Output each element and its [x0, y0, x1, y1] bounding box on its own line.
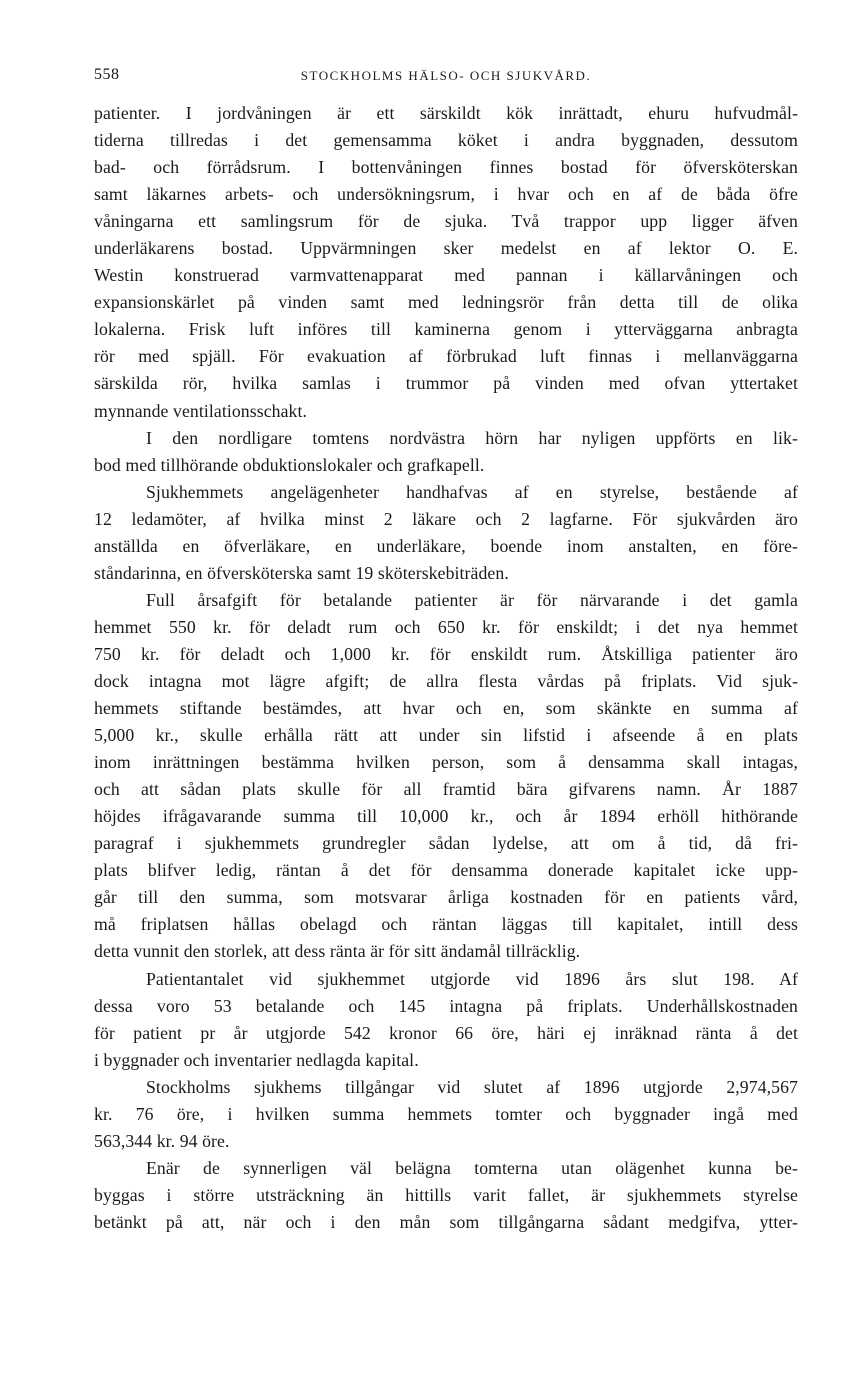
text-line: höjdes ifrågavarande summa till 10,000 kr., och år 1894 erhöll hithörande [94, 806, 798, 827]
text-line: och att sådan plats skulle för all framtid bära gifvarens namn. År 1887 [94, 779, 798, 800]
text-line: dock intagna mot lägre afgift; de allra flesta vårdas på friplats. Vid sjuk- [94, 670, 798, 691]
text-line: rör med spjäll. För evakuation af förbrukad luft finnas i mellanväggarna [94, 346, 798, 367]
text-line: 563,344 kr. 94 öre. [94, 1130, 230, 1151]
text-line: kr. 76 öre, i hvilken summa hemmets tomter och byggnader ingå med [94, 1103, 798, 1124]
text-line: detta vunnit den storlek, att dess ränta är för sitt ändamål tillräcklig. [94, 941, 581, 962]
page-number: 558 [94, 66, 120, 83]
text-line: Enär de synnerligen väl belägna tomterna utan olägenhet kunna be- [146, 1157, 798, 1178]
text-line: Westin konstruerad varmvattenapparat med pannan i källarvåningen och [94, 265, 798, 286]
text-line: expansionskärlet på vinden samt med ledningsrör från detta till de olika [94, 292, 798, 313]
text-line: hemmet 550 kr. för deladt rum och 650 kr. för enskildt; i det nya hemmet [94, 616, 798, 637]
text-line: samt läkarnes arbets- och undersökningsrum, i hvar och en af de båda öfre [94, 184, 798, 205]
paragraph [94, 425, 798, 479]
text-line: bod med tillhörande obduktionslokaler och grafkapell. [94, 454, 485, 475]
paragraph [94, 100, 798, 425]
text-line: i byggnader och inventarier nedlagda kapital. [94, 1049, 419, 1070]
text-line: för patient pr år utgjorde 542 kronor 66 öre, häri ej inräknad ränta å det [94, 1022, 798, 1043]
text-line: särskilda rör, hvilka samlas i trummor på vinden med ofvan yttertaket [94, 373, 798, 394]
text-line: betänkt på att, när och i den mån som tillgångarna sådant medgifva, ytter- [94, 1211, 798, 1232]
text-line: lokalerna. Frisk luft införes till kaminerna genom i ytterväggarna anbragta [94, 319, 798, 340]
page-header [94, 66, 798, 86]
paragraph [94, 587, 798, 966]
text-line: Patientantalet vid sjukhemmet utgjorde vid 1896 års slut 198. Af [146, 968, 798, 989]
text-line: I den nordligare tomtens nordvästra hörn har nyligen uppförts en lik- [146, 427, 798, 448]
text-line: byggas i större utsträckning än hittills varit fallet, är sjukhemmets styrelse [94, 1184, 798, 1205]
paragraph [94, 1074, 798, 1155]
text-line: dessa voro 53 betalande och 145 intagna på friplats. Underhållskostnaden [94, 995, 798, 1016]
text-line: bad- och förrådsrum. I bottenvåningen finnes bostad för öfversköterskan [94, 157, 798, 178]
paragraph [94, 1155, 798, 1236]
text-line: paragraf i sjukhemmets grundregler sådan lydelse, att om å tid, då fri- [94, 833, 798, 854]
text-line: 750 kr. för deladt och 1,000 kr. för enskildt rum. Åtskilliga patienter äro [94, 643, 798, 664]
text-line: patienter. I jordvåningen är ett särskildt kök inrättadt, ehuru hufvudmål- [94, 103, 798, 123]
text-line: våningarna ett samlingsrum för de sjuka. Två trappor upp ligger äfven [94, 211, 798, 232]
text-line: inom inrättningen bestämma hvilken person, som å densamma skall intagas, [94, 752, 798, 773]
text-line: tiderna tillredas i det gemensamma köket i andra byggnaden, dessutom [94, 130, 798, 151]
text-line: går till den summa, som motsvarar årliga kostnaden för en patients vård, [94, 887, 798, 908]
text-line: plats blifver ledig, räntan å det för densamma donerade kapitalet icke upp- [94, 860, 798, 881]
text-line: Full årsafgift för betalande patienter är för närvarande i det gamla [146, 589, 798, 610]
text-line: underläkarens bostad. Uppvärmningen sker medelst en af lektor O. E. [94, 238, 798, 259]
body-text [94, 100, 798, 1236]
text-line: 5,000 kr., skulle erhålla rätt att under sin lifstid i afseende å en plats [94, 725, 798, 746]
text-line: hemmets stiftande bestämdes, att hvar och en, som skänkte en summa af [94, 698, 798, 719]
paragraph [94, 966, 798, 1074]
text-line: anställda en öfverläkare, en underläkare, boende inom anstalten, en före- [94, 535, 798, 556]
running-title: STOCKHOLMS HÄLSO- OCH SJUKVÅRD. [300, 68, 592, 83]
text-line: ståndarinna, en öfversköterska samt 19 sköterskebiträden. [94, 562, 509, 583]
text-line: Stockholms sjukhems tillgångar vid slutet af 1896 utgjorde 2,974,567 [146, 1076, 798, 1097]
text-line: 12 ledamöter, af hvilka minst 2 läkare och 2 lagfarne. För sjukvården äro [94, 508, 798, 529]
text-line: Sjukhemmets angelägenheter handhafvas af en styrelse, bestående af [146, 481, 798, 502]
text-line: mynnande ventilationsschakt. [94, 400, 308, 421]
text-line: må friplatsen hållas obelagd och räntan läggas till kapitalet, intill dess [94, 914, 798, 935]
paragraph [94, 479, 798, 587]
